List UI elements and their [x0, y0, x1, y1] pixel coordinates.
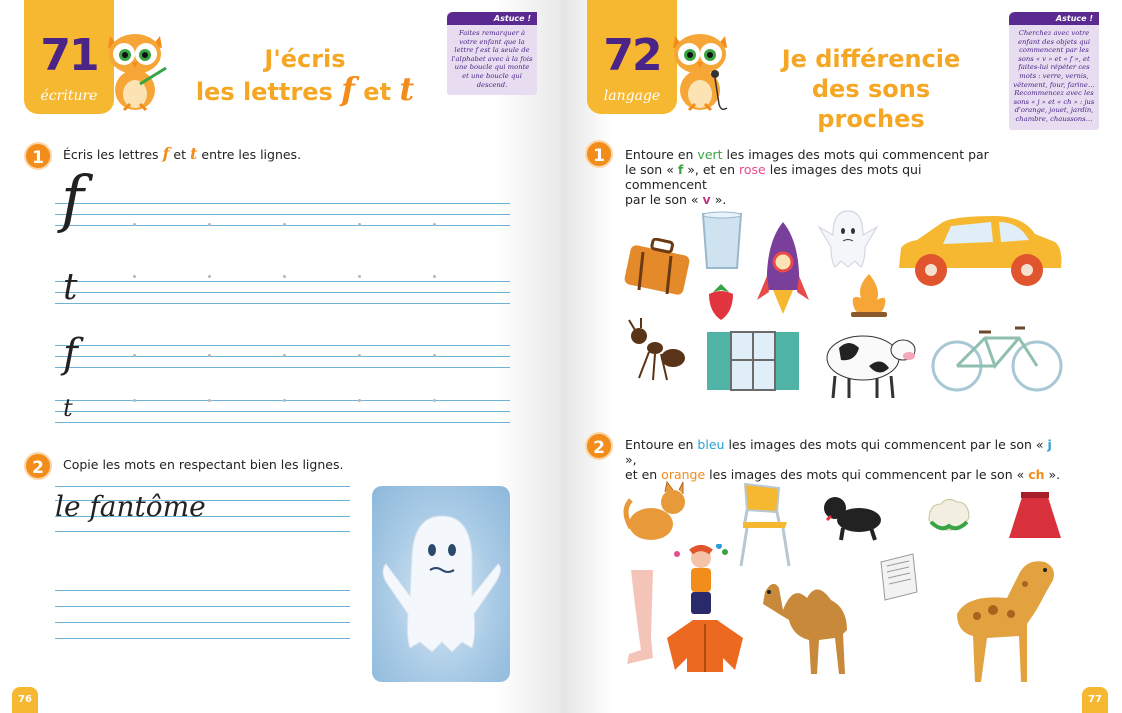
- model-letter-t-small: t: [63, 394, 73, 422]
- tip-heading: Astuce !: [1009, 12, 1099, 25]
- lesson-title: [190, 44, 420, 107]
- model-letter-t-large: t: [63, 267, 78, 308]
- exercise-1-badge: 1: [585, 140, 613, 168]
- lesson-tab-72: [587, 0, 677, 114]
- page-number-left: 76: [12, 687, 38, 713]
- ant-icon[interactable]: [625, 318, 687, 384]
- lesson-category: langage: [603, 88, 661, 104]
- owl-singer-icon: [665, 24, 735, 114]
- owl-mascot-icon: [100, 24, 170, 114]
- newspaper-icon[interactable]: [877, 552, 921, 602]
- exercise-1-badge: 1: [24, 142, 52, 170]
- camel-icon[interactable]: [749, 574, 867, 680]
- juggler-icon[interactable]: [671, 544, 731, 620]
- model-letter-f-small: f: [63, 331, 78, 377]
- model-word: le fantôme: [55, 490, 206, 523]
- ghost-icon[interactable]: [815, 205, 881, 271]
- tip-box-right: [1009, 12, 1099, 130]
- tip-box-left: [447, 12, 537, 95]
- title-letter-f: f: [341, 70, 355, 108]
- exercise-1-instruction: Entoure en vert les images des mots qui commencent par le son « f », et en rose les images des mots qui commencent par le son « v ».: [625, 147, 989, 207]
- ghost-picture-card: [372, 486, 510, 682]
- suitcase-icon[interactable]: [621, 238, 693, 298]
- cauliflower-icon[interactable]: [925, 494, 973, 534]
- bicycle-icon[interactable]: [929, 318, 1065, 394]
- chair-icon[interactable]: [735, 482, 795, 568]
- writing-lines-letters[interactable]: [55, 162, 510, 430]
- ghost-icon: [372, 486, 510, 682]
- lesson-category: écriture: [40, 88, 98, 104]
- lesson-number: 72: [603, 30, 661, 81]
- title-line-2: des sons proches: [811, 75, 931, 133]
- window-icon[interactable]: [705, 330, 801, 392]
- lesson-title: [756, 44, 986, 134]
- title-letter-t: t: [399, 70, 415, 108]
- title-line-2: les lettres f et t: [195, 70, 415, 108]
- title-line-1: J'écris: [264, 45, 346, 73]
- exercise-2-instruction: Entoure en bleu les images des mots qui commencent par le son « j », et en orange les images des mots qui commencent par le son « ch ».: [625, 437, 1061, 482]
- cow-icon[interactable]: [819, 326, 919, 400]
- exercise-2-instruction: Copie les mots en respectant bien les lignes.: [63, 457, 344, 472]
- fire-icon[interactable]: [847, 270, 891, 320]
- right-page: [561, 0, 1122, 713]
- title-line-1: Je différencie: [781, 45, 961, 73]
- cat-icon[interactable]: [621, 480, 697, 546]
- dog-icon[interactable]: [821, 490, 889, 542]
- tip-text: Faites remarquer à votre enfant que la lettre f est la seule de l'alphabet avec à la fois une boucle qui monte et une boucle qui descend.: [451, 29, 533, 89]
- exercise-2-badge: 2: [585, 432, 613, 460]
- model-letter-f-large: f: [61, 162, 84, 235]
- exercise-1-instruction: Écris les lettres f et t entre les lignes.: [63, 144, 302, 163]
- tip-text: Cherchez avec votre enfant des objets qui commencent par les sons « v » et « f », et faites-lui répéter ces mots : verre, vernis, vêtement, four, farine… Recommencez avec les sons « j » et « ch » : jus d'orange, jouet, jardin, chambre, chaussons…: [1013, 29, 1095, 123]
- strawberry-icon[interactable]: [703, 282, 739, 322]
- lesson-number: 71: [40, 30, 98, 81]
- glass-icon[interactable]: [699, 210, 745, 272]
- rocket-icon[interactable]: [755, 220, 811, 316]
- jacket-icon[interactable]: [665, 618, 745, 674]
- car-icon[interactable]: [895, 212, 1065, 292]
- writing-lines-words[interactable]: [55, 480, 350, 645]
- leg-icon[interactable]: [623, 568, 663, 668]
- giraffe-icon[interactable]: [927, 554, 1067, 684]
- exercise-2-badge: 2: [24, 452, 52, 480]
- tip-heading: Astuce !: [447, 12, 537, 25]
- page-number-right: 77: [1082, 687, 1108, 713]
- skirt-icon[interactable]: [1007, 490, 1063, 542]
